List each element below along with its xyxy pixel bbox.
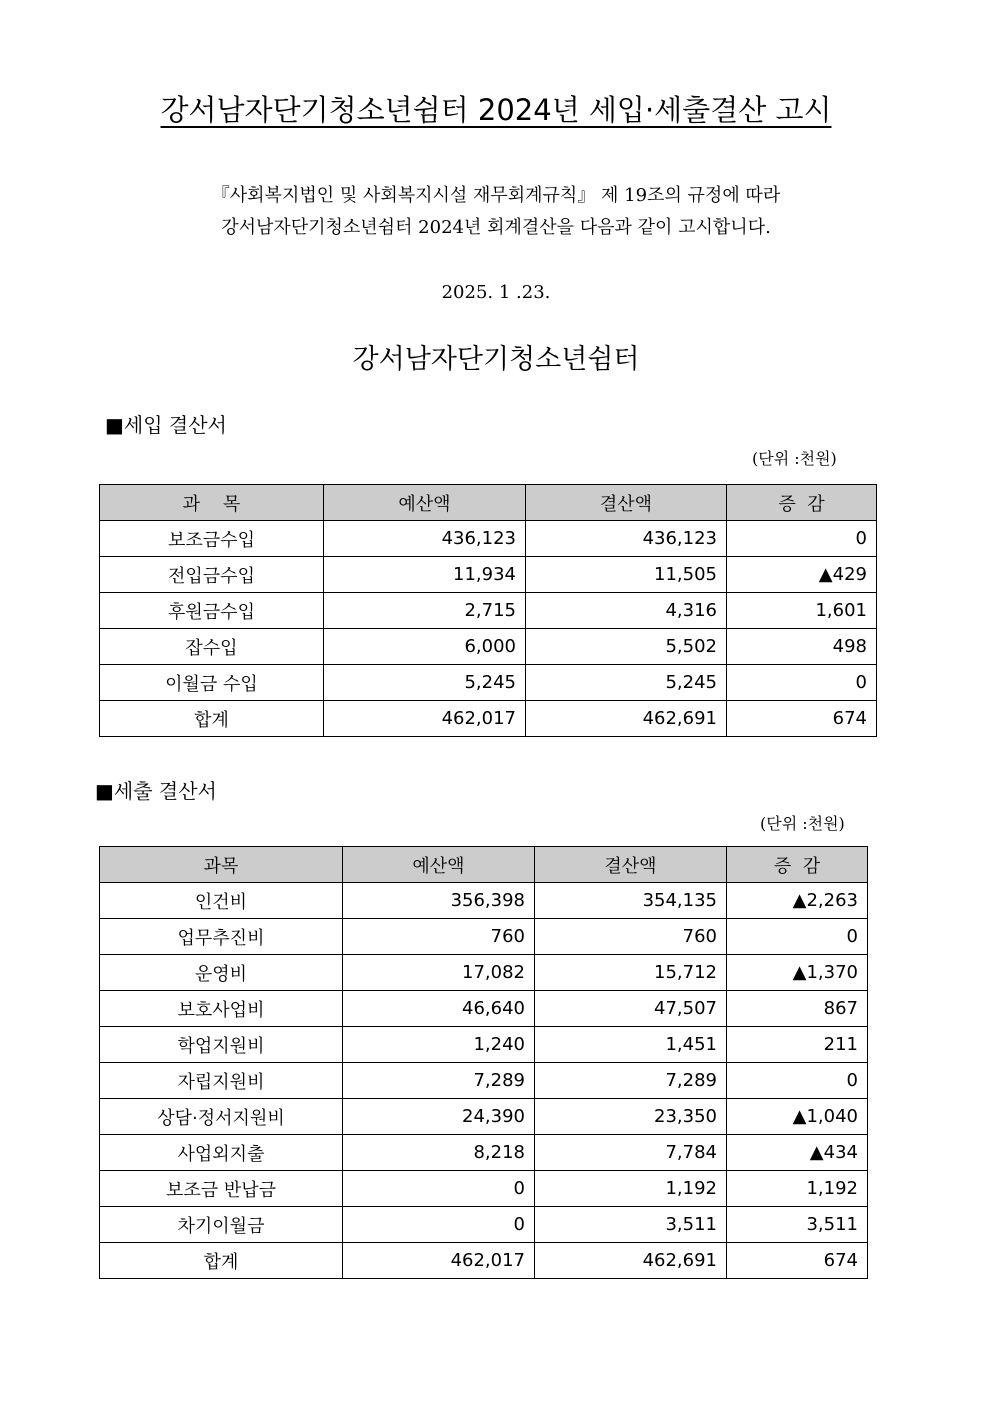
expenditure-cell-settled: 15,712 [535, 955, 727, 991]
revenue-cell-settled: 11,505 [526, 557, 727, 593]
expenditure-cell-settled: 47,507 [535, 991, 727, 1027]
expenditure-table [99, 846, 868, 1279]
expenditure-cell-subject: 차기이월금 [100, 1207, 343, 1243]
revenue-row [100, 521, 877, 557]
expenditure-row [100, 1099, 868, 1135]
revenue-row [100, 593, 877, 629]
revenue-row [100, 557, 877, 593]
revenue-cell-settled: 5,502 [526, 629, 727, 665]
revenue-header-change: 증 감 [727, 485, 877, 521]
revenue-cell-change: ▲429 [727, 557, 877, 593]
expenditure-cell-budget: 0 [343, 1171, 535, 1207]
expenditure-cell-settled: 23,350 [535, 1099, 727, 1135]
expenditure-header-change: 증 감 [727, 847, 868, 883]
expenditure-cell-subject: 인건비 [100, 883, 343, 919]
revenue-cell-subject: 이월금 수입 [100, 665, 324, 701]
expenditure-cell-change: ▲434 [727, 1135, 868, 1171]
expenditure-cell-budget: 462,017 [343, 1243, 535, 1279]
expenditure-cell-change: ▲2,263 [727, 883, 868, 919]
expenditure-cell-budget: 356,398 [343, 883, 535, 919]
expenditure-row [100, 955, 868, 991]
expenditure-cell-settled: 1,451 [535, 1027, 727, 1063]
expenditure-cell-subject: 자립지원비 [100, 1063, 343, 1099]
revenue-cell-change: 0 [727, 665, 877, 701]
document-title: 강서남자단기청소년쉼터 2024년 세입·세출결산 고시 [160, 93, 832, 127]
revenue-header-budget: 예산액 [324, 485, 526, 521]
expenditure-row [100, 1063, 868, 1099]
expenditure-cell-subject: 상담·정서지원비 [100, 1099, 343, 1135]
revenue-unit: (단위 :천원) [752, 449, 837, 468]
expenditure-header-row [100, 847, 868, 883]
revenue-cell-settled: 4,316 [526, 593, 727, 629]
revenue-cell-budget: 5,245 [324, 665, 526, 701]
expenditure-row [100, 1207, 868, 1243]
expenditure-cell-subject: 보호사업비 [100, 991, 343, 1027]
expenditure-cell-change: 0 [727, 919, 868, 955]
expenditure-cell-subject: 합계 [100, 1243, 343, 1279]
expenditure-row [100, 919, 868, 955]
expenditure-cell-change: ▲1,040 [727, 1099, 868, 1135]
revenue-header-subject: 과 목 [100, 485, 324, 521]
expenditure-cell-settled: 7,784 [535, 1135, 727, 1171]
expenditure-header-budget: 예산액 [343, 847, 535, 883]
expenditure-cell-subject: 학업지원비 [100, 1027, 343, 1063]
expenditure-cell-change: 1,192 [727, 1171, 868, 1207]
expenditure-cell-change: 211 [727, 1027, 868, 1063]
expenditure-cell-settled: 3,511 [535, 1207, 727, 1243]
expenditure-cell-budget: 760 [343, 919, 535, 955]
expenditure-cell-settled: 760 [535, 919, 727, 955]
expenditure-cell-budget: 17,082 [343, 955, 535, 991]
expenditure-cell-settled: 462,691 [535, 1243, 727, 1279]
expenditure-cell-budget: 24,390 [343, 1099, 535, 1135]
revenue-cell-subject: 전입금수입 [100, 557, 324, 593]
expenditure-cell-subject: 운영비 [100, 955, 343, 991]
revenue-row [100, 665, 877, 701]
expenditure-cell-change: ▲1,370 [727, 955, 868, 991]
revenue-row [100, 629, 877, 665]
expenditure-row [100, 1243, 868, 1279]
expenditure-cell-budget: 46,640 [343, 991, 535, 1027]
expenditure-cell-subject: 업무추진비 [100, 919, 343, 955]
expenditure-cell-settled: 1,192 [535, 1171, 727, 1207]
intro-paragraph [0, 180, 992, 244]
expenditure-cell-change: 3,511 [727, 1207, 868, 1243]
expenditure-row [100, 991, 868, 1027]
revenue-table [99, 484, 877, 737]
expenditure-row [100, 1135, 868, 1171]
intro-line-2: 강서남자단기청소년쉼터 2024년 회계결산을 다음과 같이 고시합니다. [221, 217, 771, 238]
expenditure-cell-subject: 보조금 반납금 [100, 1171, 343, 1207]
revenue-cell-subject: 보조금수입 [100, 521, 324, 557]
notice-date: 2025. 1 .23. [441, 282, 551, 303]
intro-line-1: 『사회복지법인 및 사회복지시설 재무회계규칙』 제 19조의 규정에 따라 [211, 185, 781, 206]
organization-name: 강서남자단기청소년쉼터 [352, 344, 640, 375]
revenue-cell-budget: 436,123 [324, 521, 526, 557]
revenue-row [100, 701, 877, 737]
revenue-cell-settled: 5,245 [526, 665, 727, 701]
expenditure-cell-change: 867 [727, 991, 868, 1027]
revenue-cell-budget: 6,000 [324, 629, 526, 665]
expenditure-heading: ■세출 결산서 [95, 779, 217, 803]
revenue-header-row [100, 485, 877, 521]
expenditure-cell-budget: 7,289 [343, 1063, 535, 1099]
expenditure-cell-change: 0 [727, 1063, 868, 1099]
revenue-cell-change: 1,601 [727, 593, 877, 629]
revenue-cell-subject: 후원금수입 [100, 593, 324, 629]
revenue-cell-settled: 462,691 [526, 701, 727, 737]
expenditure-cell-budget: 1,240 [343, 1027, 535, 1063]
revenue-cell-change: 674 [727, 701, 877, 737]
expenditure-row [100, 883, 868, 919]
expenditure-unit: (단위 :천원) [760, 814, 845, 833]
revenue-cell-budget: 2,715 [324, 593, 526, 629]
revenue-cell-change: 498 [727, 629, 877, 665]
revenue-cell-budget: 11,934 [324, 557, 526, 593]
revenue-cell-settled: 436,123 [526, 521, 727, 557]
expenditure-cell-settled: 354,135 [535, 883, 727, 919]
revenue-cell-subject: 잡수입 [100, 629, 324, 665]
revenue-cell-budget: 462,017 [324, 701, 526, 737]
expenditure-cell-budget: 0 [343, 1207, 535, 1243]
revenue-heading: ■세입 결산서 [105, 413, 227, 437]
expenditure-header-settled: 결산액 [535, 847, 727, 883]
expenditure-row [100, 1171, 868, 1207]
expenditure-cell-settled: 7,289 [535, 1063, 727, 1099]
expenditure-header-subject: 과목 [100, 847, 343, 883]
expenditure-cell-budget: 8,218 [343, 1135, 535, 1171]
revenue-cell-change: 0 [727, 521, 877, 557]
revenue-cell-subject: 합계 [100, 701, 324, 737]
expenditure-cell-change: 674 [727, 1243, 868, 1279]
expenditure-row [100, 1027, 868, 1063]
expenditure-cell-subject: 사업외지출 [100, 1135, 343, 1171]
revenue-header-settled: 결산액 [526, 485, 727, 521]
